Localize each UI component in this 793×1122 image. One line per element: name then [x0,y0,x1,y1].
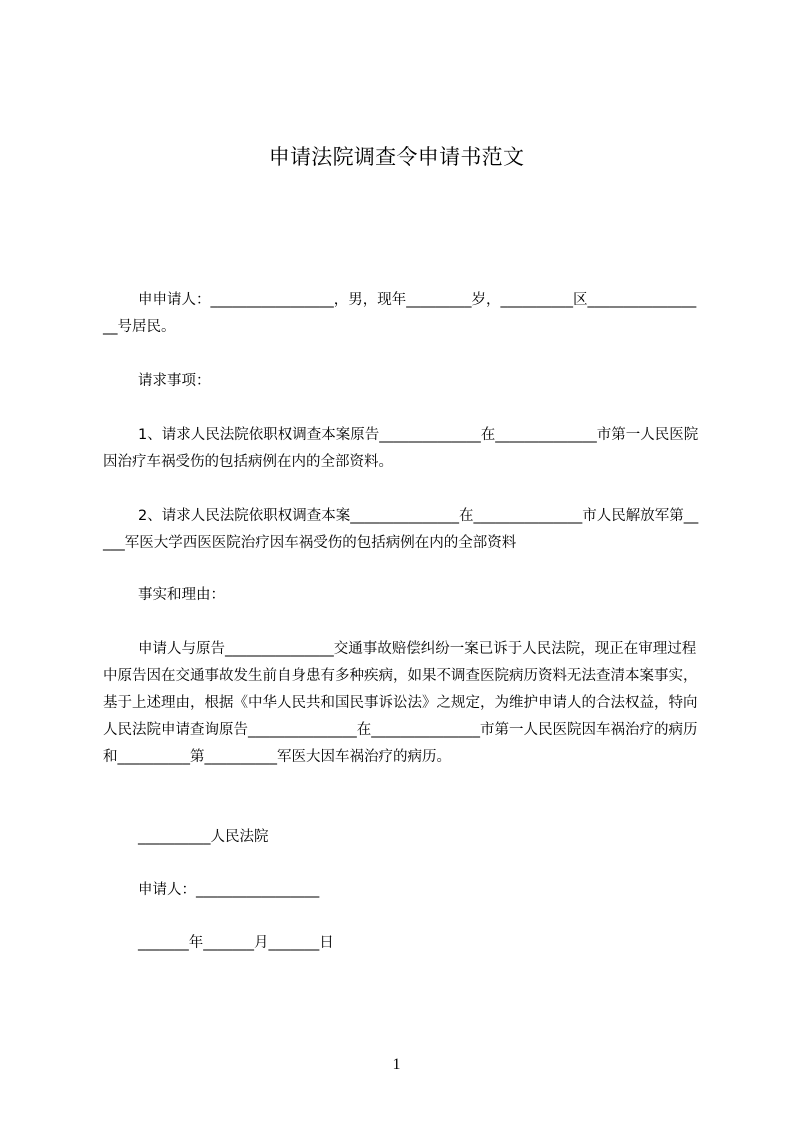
court-line: __________人民法院 [138,829,269,845]
facts-heading: 事实和理由： [138,587,225,603]
applicant-signature-line: 申请人：_________________ [138,882,320,898]
page-number: 1 [392,1056,401,1073]
document-title: 申请法院调查令申请书范文 [268,145,525,169]
request-item-1: 1、请求人民法院依职权调查本案原告______________在______________市第一人民医院因治疗车祸受伤的包括病例在内的全部资料。 [103,427,699,470]
request-heading: 请求事项： [138,373,211,389]
facts-and-reasons-paragraph: 申请人与原告_______________交通事故赔偿纠纷一案已诉于人民法院，现正在审理过程中原告因在交通事故发生前自身患有多种疾病，如果不调查医院病历资料无法查清本案事实，基于上述理由，根据《中华人民共和国民事诉讼法》之规定，为维护申请人的合法权益，特向人民法院申请查询原告_______________在_______________市第一人民医院因车祸治疗的病历和__________第__________军医大因车祸治疗的病历。 [103,641,698,765]
applicant-info-paragraph: 申申请人：_________________，男，现年_________岁，__________区_________________号居民。 [103,292,697,335]
date-line: _______年_______月_______日 [138,935,334,951]
request-item-2: 2、请求人民法院依职权调查本案_______________在_______________市人民解放军第_____军医大学西医医院治疗因车祸受伤的包括病例在内的全部资料 [103,508,699,551]
